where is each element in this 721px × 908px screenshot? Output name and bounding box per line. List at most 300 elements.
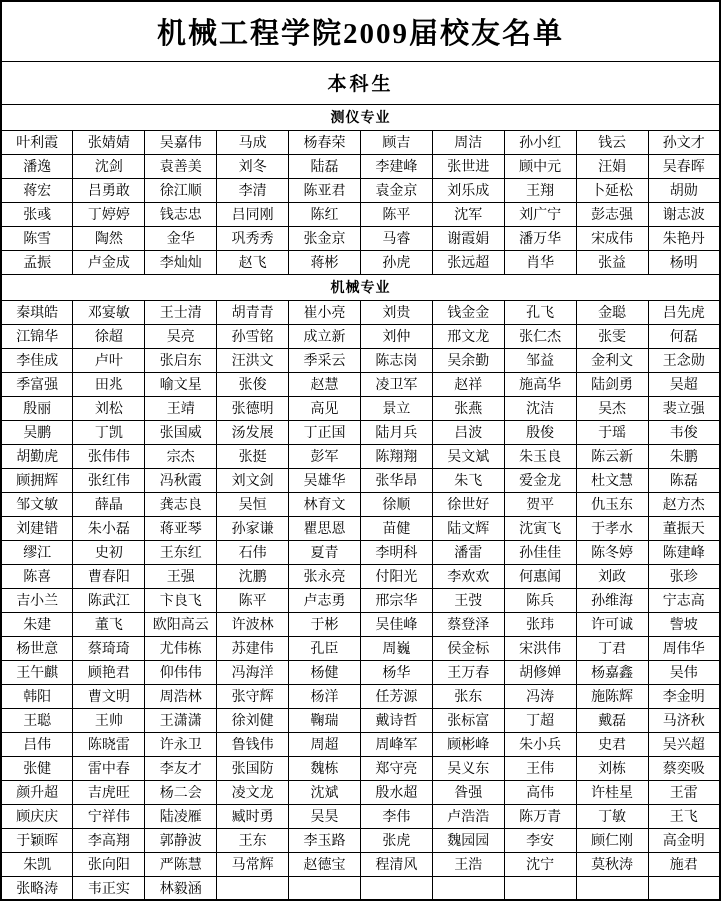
- alumni-name-cell: 孙虎: [360, 250, 432, 274]
- alumni-name-cell: 丁君: [576, 636, 648, 660]
- alumni-name-cell: 周伟华: [648, 636, 720, 660]
- alumni-name-cell: 张远超: [432, 250, 504, 274]
- alumni-name-cell: 孙小红: [504, 130, 576, 154]
- alumni-name-cell: 金聪: [576, 300, 648, 324]
- empty-cell: [576, 876, 648, 900]
- alumni-name-cell: 董飞: [73, 612, 145, 636]
- empty-cell: [289, 876, 361, 900]
- alumni-name-cell: 杨世意: [1, 636, 73, 660]
- alumni-name-cell: 马成: [217, 130, 289, 154]
- alumni-name-cell: 吴余勤: [432, 348, 504, 372]
- alumni-name-cell: 吴嘉伟: [145, 130, 217, 154]
- alumni-name-cell: 孙维海: [576, 588, 648, 612]
- alumni-name-cell: 戴磊: [576, 708, 648, 732]
- alumni-name-cell: 丁敏: [576, 804, 648, 828]
- alumni-name-cell: 孙家谦: [217, 516, 289, 540]
- alumni-name-cell: 邹文敏: [1, 492, 73, 516]
- alumni-name-cell: 张彧: [1, 202, 73, 226]
- alumni-name-cell: 史君: [576, 732, 648, 756]
- alumni-name-row: [1, 492, 720, 516]
- alumni-name-cell: 马济秋: [648, 708, 720, 732]
- alumni-name-cell: 刘政: [576, 564, 648, 588]
- alumni-name-cell: 施陈辉: [576, 684, 648, 708]
- alumni-name-cell: 邢宗华: [360, 588, 432, 612]
- alumni-name-cell: 顾彬峰: [432, 732, 504, 756]
- alumni-name-cell: 李欢欢: [432, 564, 504, 588]
- alumni-name-cell: 朱小兵: [504, 732, 576, 756]
- alumni-name-cell: 王弢: [432, 588, 504, 612]
- alumni-name-cell: 陈红: [289, 202, 361, 226]
- alumni-name-cell: 张金京: [289, 226, 361, 250]
- alumni-name-cell: 王强: [145, 564, 217, 588]
- alumni-name-cell: 张华昂: [360, 468, 432, 492]
- alumni-name-cell: 孔臣: [289, 636, 361, 660]
- alumni-name-cell: 殷水超: [360, 780, 432, 804]
- alumni-name-cell: 王午麒: [1, 660, 73, 684]
- alumni-name-cell: 金利文: [576, 348, 648, 372]
- page-title: 机械工程学院2009届校友名单: [1, 1, 720, 61]
- alumni-name-cell: 刘文剑: [217, 468, 289, 492]
- alumni-name-cell: 张伟伟: [73, 444, 145, 468]
- alumni-name-cell: 缪江: [1, 540, 73, 564]
- alumni-name-cell: 苏建伟: [217, 636, 289, 660]
- alumni-name-cell: 蒋宏: [1, 178, 73, 202]
- empty-cell: [432, 876, 504, 900]
- alumni-name-cell: 张国防: [217, 756, 289, 780]
- empty-cell: [504, 876, 576, 900]
- alumni-name-cell: 谢志波: [648, 202, 720, 226]
- alumni-name-row: [1, 828, 720, 852]
- alumni-name-cell: 于彬: [289, 612, 361, 636]
- alumni-name-cell: 彭军: [289, 444, 361, 468]
- alumni-name-cell: 徐江顺: [145, 178, 217, 202]
- alumni-name-cell: 汤发展: [217, 420, 289, 444]
- alumni-name-cell: 吕勇敢: [73, 178, 145, 202]
- alumni-name-row: [1, 178, 720, 202]
- alumni-name-cell: 仰伟伟: [145, 660, 217, 684]
- alumni-name-cell: 张启东: [145, 348, 217, 372]
- alumni-name-cell: 沈剑: [73, 154, 145, 178]
- alumni-name-cell: 顾拥辉: [1, 468, 73, 492]
- alumni-name-cell: 陈雪: [1, 226, 73, 250]
- alumni-name-cell: 苗健: [360, 516, 432, 540]
- alumni-name-cell: 高见: [289, 396, 361, 420]
- alumni-name-cell: 蒋亚琴: [145, 516, 217, 540]
- alumni-name-row: [1, 564, 720, 588]
- alumni-name-cell: 陈喜: [1, 564, 73, 588]
- alumni-name-cell: 贺平: [504, 492, 576, 516]
- major-section-row: [1, 274, 720, 300]
- alumni-name-cell: 杨春荣: [289, 130, 361, 154]
- alumni-name-cell: 张益: [576, 250, 648, 274]
- degree-section-row: [1, 61, 720, 104]
- alumni-name-cell: 朱建: [1, 612, 73, 636]
- alumni-name-cell: 李金明: [648, 684, 720, 708]
- alumni-name-cell: 陈冬婷: [576, 540, 648, 564]
- alumni-name-cell: 蔡登泽: [432, 612, 504, 636]
- alumni-name-cell: 刘栋: [576, 756, 648, 780]
- alumni-name-cell: 徐顺: [360, 492, 432, 516]
- alumni-name-cell: 周浩林: [145, 684, 217, 708]
- alumni-name-cell: 吴恒: [217, 492, 289, 516]
- alumni-name-cell: 陈云新: [576, 444, 648, 468]
- alumni-name-cell: 李友才: [145, 756, 217, 780]
- alumni-name-row: [1, 588, 720, 612]
- alumni-name-cell: 訾坡: [648, 612, 720, 636]
- alumni-name-cell: 赵方杰: [648, 492, 720, 516]
- alumni-name-cell: 朱玉良: [504, 444, 576, 468]
- alumni-name-cell: 张国威: [145, 420, 217, 444]
- alumni-name-cell: 张健: [1, 756, 73, 780]
- alumni-name-cell: 陆磊: [289, 154, 361, 178]
- alumni-name-cell: 孙文才: [648, 130, 720, 154]
- alumni-name-cell: 王东: [217, 828, 289, 852]
- alumni-name-cell: 张守辉: [217, 684, 289, 708]
- alumni-name-cell: 王念勋: [648, 348, 720, 372]
- alumni-name-cell: 秦琪皓: [1, 300, 73, 324]
- alumni-name-row: [1, 516, 720, 540]
- alumni-name-cell: 曹文明: [73, 684, 145, 708]
- alumni-name-cell: 欧阳高云: [145, 612, 217, 636]
- alumni-name-cell: 吴昊: [289, 804, 361, 828]
- alumni-name-cell: 杜文慧: [576, 468, 648, 492]
- alumni-name-row: [1, 852, 720, 876]
- empty-cell: [648, 876, 720, 900]
- alumni-name-cell: 胡修婵: [504, 660, 576, 684]
- major-section-label: 测仪专业: [1, 104, 720, 130]
- alumni-name-cell: 邹益: [504, 348, 576, 372]
- alumni-name-cell: 王士清: [145, 300, 217, 324]
- alumni-name-cell: 李佳成: [1, 348, 73, 372]
- alumni-name-cell: 孙佳佳: [504, 540, 576, 564]
- alumni-name-cell: 刘广宁: [504, 202, 576, 226]
- alumni-name-cell: 于颖晖: [1, 828, 73, 852]
- alumni-name-row: [1, 444, 720, 468]
- alumni-name-cell: 朱飞: [432, 468, 504, 492]
- alumni-name-row: [1, 780, 720, 804]
- alumni-name-cell: 侯金标: [432, 636, 504, 660]
- alumni-name-cell: 莫秋涛: [576, 852, 648, 876]
- alumni-name-cell: 巩秀秀: [217, 226, 289, 250]
- alumni-name-row: [1, 468, 720, 492]
- alumni-name-cell: 吴春晖: [648, 154, 720, 178]
- alumni-name-cell: 张永亮: [289, 564, 361, 588]
- alumni-name-cell: 王雷: [648, 780, 720, 804]
- alumni-name-cell: 张珍: [648, 564, 720, 588]
- alumni-name-row: [1, 684, 720, 708]
- alumni-name-cell: 陈亚君: [289, 178, 361, 202]
- alumni-name-cell: 张德明: [217, 396, 289, 420]
- alumni-name-cell: 陆剑勇: [576, 372, 648, 396]
- alumni-name-cell: 刘建错: [1, 516, 73, 540]
- alumni-name-cell: 杨健: [289, 660, 361, 684]
- alumni-name-cell: 李高翔: [73, 828, 145, 852]
- alumni-name-cell: 曹春阳: [73, 564, 145, 588]
- alumni-name-cell: 朱小磊: [73, 516, 145, 540]
- major-section-label: 机械专业: [1, 274, 720, 300]
- alumni-name-cell: 赵祥: [432, 372, 504, 396]
- alumni-name-cell: 许桂星: [576, 780, 648, 804]
- alumni-name-row: [1, 324, 720, 348]
- alumni-name-cell: 胡青青: [217, 300, 289, 324]
- alumni-name-cell: 蔡琦琦: [73, 636, 145, 660]
- alumni-name-cell: 马睿: [360, 226, 432, 250]
- alumni-name-cell: 宁志高: [648, 588, 720, 612]
- alumni-name-cell: 陈磊: [648, 468, 720, 492]
- alumni-name-cell: 陈志岗: [360, 348, 432, 372]
- alumni-name-cell: 许永卫: [145, 732, 217, 756]
- alumni-name-cell: 徐世好: [432, 492, 504, 516]
- alumni-name-cell: 吴雄华: [289, 468, 361, 492]
- alumni-name-cell: 陈万青: [504, 804, 576, 828]
- alumni-name-cell: 朱艳丹: [648, 226, 720, 250]
- alumni-name-cell: 陈翔翔: [360, 444, 432, 468]
- alumni-name-cell: 张玮: [504, 612, 576, 636]
- title-row: [1, 1, 720, 61]
- alumni-name-cell: 张世进: [432, 154, 504, 178]
- alumni-name-row: [1, 130, 720, 154]
- alumni-name-cell: 丁超: [504, 708, 576, 732]
- alumni-name-cell: 赵德宝: [289, 852, 361, 876]
- alumni-name-cell: 肖华: [504, 250, 576, 274]
- alumni-name-cell: 王靖: [145, 396, 217, 420]
- alumni-name-cell: 冯海洋: [217, 660, 289, 684]
- alumni-name-cell: 刘冬: [217, 154, 289, 178]
- alumni-name-cell: 凌文龙: [217, 780, 289, 804]
- alumni-name-cell: 韦正实: [73, 876, 145, 900]
- alumni-name-cell: 许波林: [217, 612, 289, 636]
- alumni-name-cell: 张红伟: [73, 468, 145, 492]
- alumni-name-cell: 田兆: [73, 372, 145, 396]
- alumni-name-cell: 宋洪伟: [504, 636, 576, 660]
- alumni-name-cell: 蔡奕吸: [648, 756, 720, 780]
- alumni-name-cell: 卜延松: [576, 178, 648, 202]
- alumni-name-row: [1, 396, 720, 420]
- alumni-name-cell: 丁正国: [289, 420, 361, 444]
- alumni-name-cell: 林育文: [289, 492, 361, 516]
- alumni-name-cell: 臧时勇: [217, 804, 289, 828]
- alumni-name-cell: 爱金龙: [504, 468, 576, 492]
- alumni-name-cell: 韦俊: [648, 420, 720, 444]
- alumni-name-cell: 史初: [73, 540, 145, 564]
- alumni-name-cell: 顾中元: [504, 154, 576, 178]
- alumni-name-row: [1, 804, 720, 828]
- alumni-name-cell: 宗杰: [145, 444, 217, 468]
- alumni-name-cell: 顾艳君: [73, 660, 145, 684]
- alumni-name-row: [1, 226, 720, 250]
- alumni-name-cell: 王东红: [145, 540, 217, 564]
- alumni-name-cell: 王帅: [73, 708, 145, 732]
- alumni-name-row: [1, 300, 720, 324]
- alumni-name-cell: 陈平: [360, 202, 432, 226]
- alumni-name-cell: 王浩: [432, 852, 504, 876]
- alumni-name-cell: 胡勋: [648, 178, 720, 202]
- alumni-name-cell: 季采云: [289, 348, 361, 372]
- alumni-name-cell: 张俊: [217, 372, 289, 396]
- alumni-name-cell: 尤伟栋: [145, 636, 217, 660]
- alumni-name-cell: 潘雷: [432, 540, 504, 564]
- alumni-name-row: [1, 876, 720, 900]
- alumni-name-cell: 沈寅飞: [504, 516, 576, 540]
- alumni-name-cell: 陆凌雁: [145, 804, 217, 828]
- alumni-name-cell: 郭静波: [145, 828, 217, 852]
- alumni-name-cell: 汪娟: [576, 154, 648, 178]
- alumni-name-cell: 潘逸: [1, 154, 73, 178]
- alumni-name-cell: 金华: [145, 226, 217, 250]
- alumni-name-cell: 杨明: [648, 250, 720, 274]
- alumni-name-cell: 施君: [648, 852, 720, 876]
- alumni-name-cell: 李灿灿: [145, 250, 217, 274]
- alumni-name-cell: 叶利霞: [1, 130, 73, 154]
- alumni-name-cell: 鲁钱伟: [217, 732, 289, 756]
- alumni-name-cell: 刘松: [73, 396, 145, 420]
- alumni-name-cell: 陆文辉: [432, 516, 504, 540]
- alumni-name-row: [1, 420, 720, 444]
- alumni-name-cell: 卢叶: [73, 348, 145, 372]
- alumni-name-cell: 殷丽: [1, 396, 73, 420]
- alumni-name-cell: 吕伟: [1, 732, 73, 756]
- alumni-name-row: [1, 202, 720, 226]
- alumni-name-cell: 董振天: [648, 516, 720, 540]
- alumni-name-cell: 吴义东: [432, 756, 504, 780]
- alumni-name-row: [1, 372, 720, 396]
- alumni-name-cell: 吴文斌: [432, 444, 504, 468]
- alumni-name-cell: 顾吉: [360, 130, 432, 154]
- alumni-name-cell: 卢浩浩: [432, 804, 504, 828]
- alumni-name-cell: 鞠瑞: [289, 708, 361, 732]
- alumni-name-cell: 袁善美: [145, 154, 217, 178]
- alumni-name-cell: 孟振: [1, 250, 73, 274]
- alumni-name-cell: 周巍: [360, 636, 432, 660]
- alumni-name-cell: 张虎: [360, 828, 432, 852]
- alumni-name-cell: 林毅涵: [145, 876, 217, 900]
- empty-cell: [217, 876, 289, 900]
- alumni-name-cell: 王翔: [504, 178, 576, 202]
- alumni-name-cell: 张东: [432, 684, 504, 708]
- alumni-name-cell: 吴杰: [576, 396, 648, 420]
- alumni-table-body: [1, 1, 720, 900]
- alumni-name-cell: 石伟: [217, 540, 289, 564]
- alumni-name-cell: 宁祥伟: [73, 804, 145, 828]
- alumni-name-cell: 李安: [504, 828, 576, 852]
- alumni-name-cell: 陈兵: [504, 588, 576, 612]
- alumni-name-cell: 赵慧: [289, 372, 361, 396]
- alumni-name-cell: 汪洪文: [217, 348, 289, 372]
- alumni-name-cell: 孔飞: [504, 300, 576, 324]
- alumni-name-cell: 潘万华: [504, 226, 576, 250]
- alumni-name-row: [1, 732, 720, 756]
- alumni-name-cell: 王伟: [504, 756, 576, 780]
- alumni-name-cell: 夏青: [289, 540, 361, 564]
- alumni-name-cell: 魏园园: [432, 828, 504, 852]
- alumni-name-cell: 严陈慧: [145, 852, 217, 876]
- alumni-name-cell: 雷中春: [73, 756, 145, 780]
- alumni-name-cell: 张仁杰: [504, 324, 576, 348]
- alumni-name-cell: 冯涛: [504, 684, 576, 708]
- alumni-name-cell: 沈斌: [289, 780, 361, 804]
- major-section-row: [1, 104, 720, 130]
- alumni-name-cell: 陶然: [73, 226, 145, 250]
- alumni-name-cell: 张燕: [432, 396, 504, 420]
- alumni-name-cell: 钱金金: [432, 300, 504, 324]
- alumni-name-cell: 卢志勇: [289, 588, 361, 612]
- alumni-name-cell: 吴超: [648, 372, 720, 396]
- alumni-name-cell: 崔小亮: [289, 300, 361, 324]
- alumni-name-cell: 于瑶: [576, 420, 648, 444]
- alumni-name-cell: 王万春: [432, 660, 504, 684]
- alumni-name-cell: 李玉路: [289, 828, 361, 852]
- alumni-name-cell: 吉小兰: [1, 588, 73, 612]
- alumni-name-cell: 徐超: [73, 324, 145, 348]
- alumni-name-cell: 施高华: [504, 372, 576, 396]
- alumni-name-cell: 韩阳: [1, 684, 73, 708]
- alumni-name-cell: 许可诚: [576, 612, 648, 636]
- alumni-name-cell: 周超: [289, 732, 361, 756]
- alumni-name-cell: 张婧婧: [73, 130, 145, 154]
- alumni-name-cell: 杨二会: [145, 780, 217, 804]
- alumni-name-cell: 刘贵: [360, 300, 432, 324]
- alumni-name-cell: 胡勤虎: [1, 444, 73, 468]
- alumni-name-cell: 张略涛: [1, 876, 73, 900]
- alumni-name-cell: 孙雪铭: [217, 324, 289, 348]
- alumni-name-cell: 吕波: [432, 420, 504, 444]
- alumni-name-cell: 高伟: [504, 780, 576, 804]
- alumni-name-cell: 张向阳: [73, 852, 145, 876]
- alumni-name-cell: 朱鹏: [648, 444, 720, 468]
- alumni-name-cell: 程清风: [360, 852, 432, 876]
- alumni-name-cell: 朱凯: [1, 852, 73, 876]
- alumni-name-cell: 杨洋: [289, 684, 361, 708]
- alumni-name-cell: 瞿思恩: [289, 516, 361, 540]
- alumni-name-cell: 仇玉东: [576, 492, 648, 516]
- alumni-name-cell: 景立: [360, 396, 432, 420]
- alumni-name-cell: 吴伟: [648, 660, 720, 684]
- alumni-name-cell: 薛晶: [73, 492, 145, 516]
- alumni-name-cell: 蒋彬: [289, 250, 361, 274]
- alumni-name-cell: 邓宴敏: [73, 300, 145, 324]
- alumni-name-cell: 吉虎旺: [73, 780, 145, 804]
- alumni-name-cell: 龚志良: [145, 492, 217, 516]
- alumni-name-row: [1, 756, 720, 780]
- alumni-name-cell: 裴立强: [648, 396, 720, 420]
- alumni-name-cell: 张挺: [217, 444, 289, 468]
- alumni-name-cell: 昝强: [432, 780, 504, 804]
- alumni-name-cell: 冯秋霞: [145, 468, 217, 492]
- alumni-name-row: [1, 660, 720, 684]
- alumni-name-row: [1, 348, 720, 372]
- alumni-name-cell: 吴兴超: [648, 732, 720, 756]
- alumni-name-cell: 何惠闻: [504, 564, 576, 588]
- alumni-name-cell: 付阳光: [360, 564, 432, 588]
- alumni-name-cell: 丁婷婷: [73, 202, 145, 226]
- alumni-name-cell: 周洁: [432, 130, 504, 154]
- alumni-name-cell: 张雯: [576, 324, 648, 348]
- alumni-name-cell: 周峰军: [360, 732, 432, 756]
- alumni-name-cell: 卢金成: [73, 250, 145, 274]
- alumni-name-cell: 沈鹏: [217, 564, 289, 588]
- alumni-name-cell: 徐刘健: [217, 708, 289, 732]
- alumni-name-cell: 顾仁刚: [576, 828, 648, 852]
- alumni-name-cell: 丁凯: [73, 420, 145, 444]
- alumni-name-cell: 钱云: [576, 130, 648, 154]
- alumni-name-cell: 刘乐成: [432, 178, 504, 202]
- alumni-name-cell: 沈军: [432, 202, 504, 226]
- alumni-name-row: [1, 540, 720, 564]
- alumni-name-cell: 吴佳峰: [360, 612, 432, 636]
- alumni-name-cell: 颜升超: [1, 780, 73, 804]
- alumni-name-cell: 赵飞: [217, 250, 289, 274]
- empty-cell: [360, 876, 432, 900]
